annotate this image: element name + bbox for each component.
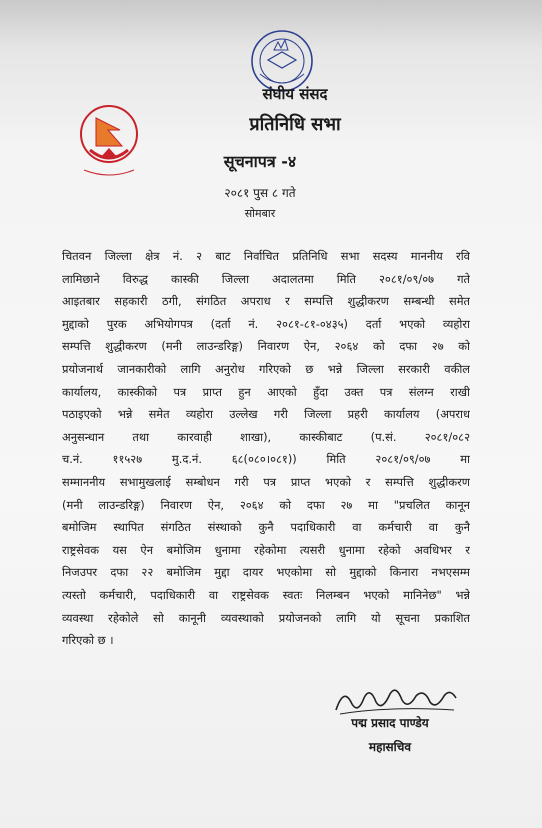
body-line: मुद्दाको पुरक अभियोगपत्र (दर्ता नं. २०८१-८१-०४३५) दर्ता भएको व्यहोरा xyxy=(62,316,470,331)
signer-name: पद्म प्रसाद पाण्डेय xyxy=(351,716,429,730)
national-emblem-icon xyxy=(76,100,142,178)
notice-day: सोमबार xyxy=(244,207,276,220)
body-line: व्यवस्था रहेकोले सो कानूनी व्यवस्थाको प्रयोजनको लागि यो सूचना प्रकाशित xyxy=(62,610,470,625)
body-line: सम्माननीय सभामुखलाई सम्बोधन गरी पत्र प्राप्त भएको र सम्पत्ति शुद्धीकरण xyxy=(62,474,470,489)
body-line: निजउपर दफा २२ बमोजिम मुद्दा दायर भएकोमा सो मुद्दाको किनारा नभएसम्म xyxy=(62,565,470,580)
body-line: त्यस्तो कर्मचारी, पदाधिकारी वा राष्ट्रसेवक स्वतः निलम्बन भएको मानिनेछ" भन्ने xyxy=(62,587,470,602)
body-line: लामिछाने विरुद्ध कास्की जिल्ला अदालतमा मिति २०८१/०९/०७ गते xyxy=(62,271,470,286)
notice-body xyxy=(62,245,470,652)
body-line: चितवन जिल्ला क्षेत्र नं. २ बाट निर्वाचित प्रतिनिधि सभा सदस्य माननीय रवि xyxy=(62,249,470,263)
notice-number: सूचनापत्र -४ xyxy=(223,152,297,171)
body-line: सम्पत्ति शुद्धीकरण (मनी लाउन्डरिङ्ग) निवारण ऐन, २०६४ को दफा २७ को xyxy=(62,339,470,354)
signer-title: महासचिव xyxy=(368,740,412,754)
notice-date: २०८१ पुस ८ गते xyxy=(224,186,296,200)
body-line: आइतबार सहकारी ठगी, संगठित अपराध र सम्पत्ति शुद्धीकरण सम्बन्धी समेत xyxy=(62,294,470,309)
body-line: गरिएको छ । xyxy=(62,633,114,648)
organization-name: संघीय संसद xyxy=(262,85,328,103)
body-line: अनुसन्धान तथा कारवाही शाखा), कास्कीबाट (प.सं. २०८१/०८२ xyxy=(62,429,470,444)
body-line: प्रयोजनार्थ जानकारीको लागि अनुरोध गरिएको छ भन्ने जिल्ला सरकारी वकील xyxy=(62,361,470,376)
body-line: बमोजिम स्थापित संगठित संस्थाको कुनै पदाधिकारी वा कर्मचारी वा कुनै xyxy=(62,520,470,535)
body-line: राष्ट्रसेवक यस ऐन बमोजिम धुनामा रहेकोमा त्यसरी धुनामा रहेको अवधिभर र xyxy=(62,542,470,557)
body-line: (मनी लाउन्डरिङ्ग) निवारण ऐन, २०६४ को दफा २७ मा "प्रचलित कानून xyxy=(62,497,470,512)
house-name: प्रतिनिधि सभा xyxy=(249,114,341,135)
body-line: च.नं. ११५२७ मु.द.नं. ६८(०८०।०८१)) मिति २०८१/०९/०७ मा xyxy=(62,452,470,467)
body-line: कार्यालय, कास्कीको पत्र प्राप्त हुन आएको हुँदा उक्त पत्र संलग्न राखी xyxy=(62,384,470,399)
body-line: पठाइएको भन्ने समेत व्यहोरा उल्लेख गरी जिल्ला प्रहरी कार्यालय (अपराध xyxy=(62,407,470,422)
